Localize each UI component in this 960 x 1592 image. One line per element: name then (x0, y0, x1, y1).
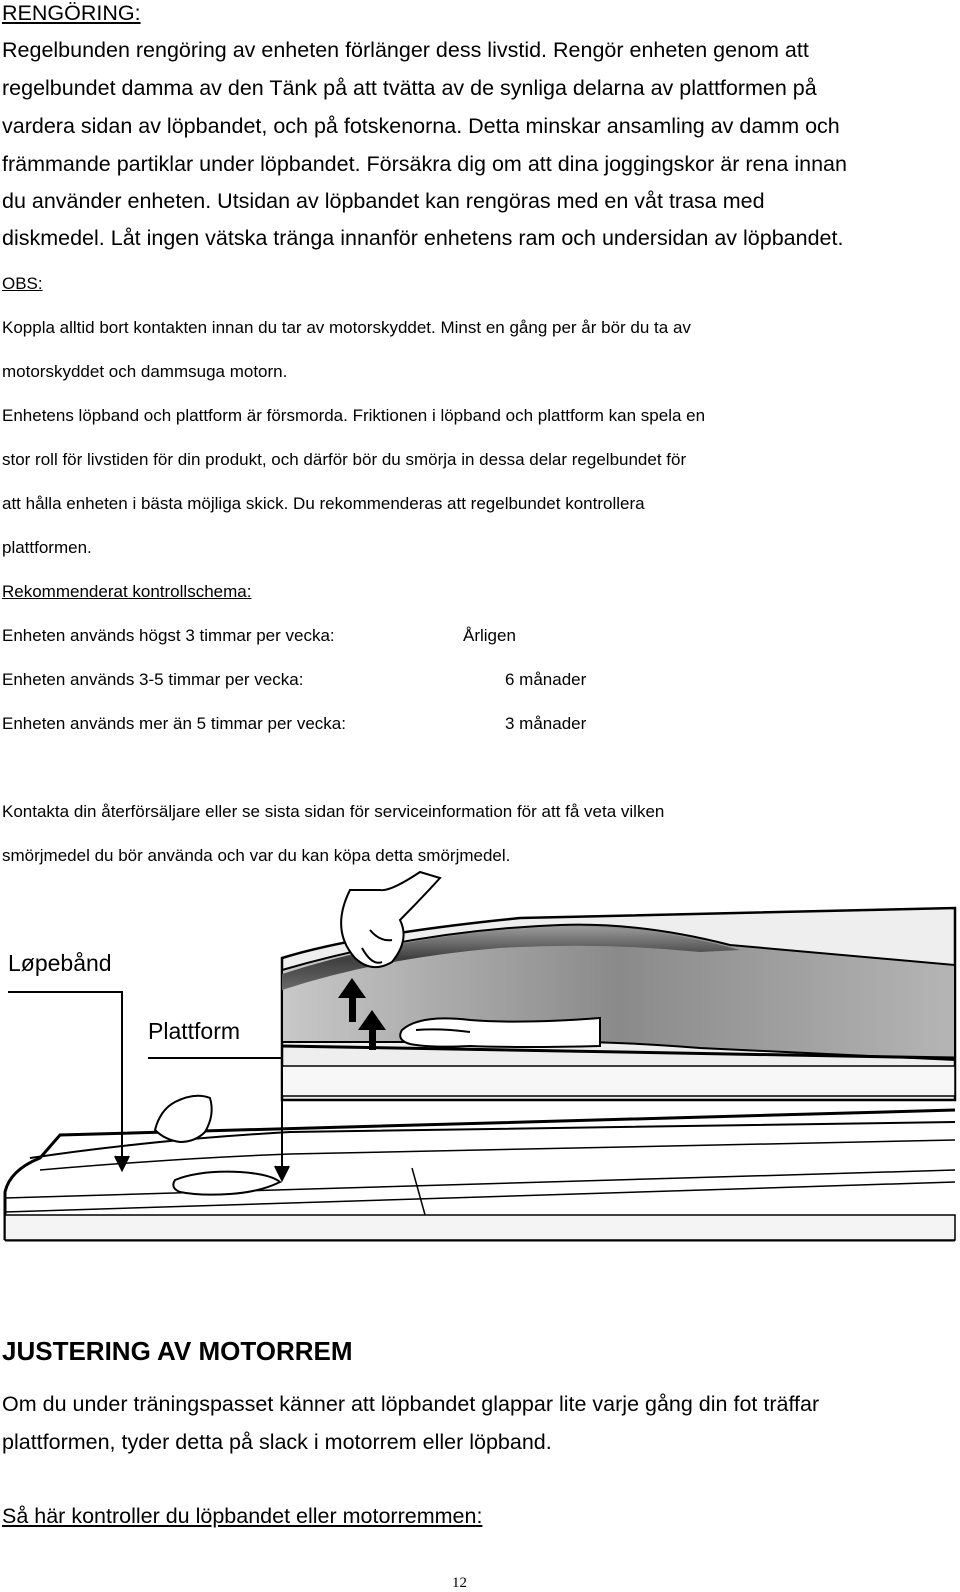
paragraph-line: främmande partiklar under löpbandet. Försäkra dig om att dina joggingskor är rena innan (2, 152, 847, 176)
belt-label: Løpebånd (8, 950, 112, 976)
obs-line: plattformen. (2, 538, 92, 557)
paragraph-line: vardera sidan av löpbandet, och på fotskenorna. Detta minskar ansamling av damm och (2, 114, 840, 138)
contact-line: Kontakta din återförsäljare eller se sista sidan för serviceinformation för att få veta vilken (2, 802, 665, 821)
schedule-title: Rekommenderat kontrollschema: (2, 582, 252, 601)
platform-label: Plattform (148, 1018, 241, 1044)
obs-line: Enhetens löpband och plattform är försmorda. Friktionen i löpband och plattform kan spela en (2, 406, 706, 425)
obs-line: Koppla alltid bort kontakten innan du tar av motorskyddet. Minst en gång per år bör du ta av (2, 318, 691, 337)
section-heading-motorrem: JUSTERING AV MOTORREM (2, 1336, 353, 1366)
treadmill-illustration (0, 870, 960, 1250)
motorrem-line: Om du under träningspasset känner att löpbandet glappar lite varje gång din fot träffar (2, 1392, 820, 1416)
schedule-interval: 6 månader (505, 670, 587, 689)
belt-label-pointer (8, 992, 129, 1170)
hand-lower-icon (155, 1096, 280, 1195)
contact-line: smörjmedel du bör använda och var du kan köpa detta smörjmedel. (2, 846, 511, 865)
paragraph-line: diskmedel. Låt ingen vätska tränga innanför enhetens ram och undersidan av löpbandet. (2, 226, 844, 250)
treadmill-frame (5, 1110, 955, 1240)
section-heading-rengoring: RENGÖRING: (2, 1, 141, 25)
motorrem-line: plattformen, tyder detta på slack i motorrem eller löpband. (2, 1430, 552, 1454)
schedule-condition: Enheten används mer än 5 timmar per vecka: (2, 714, 346, 733)
hand-on-platform-icon (400, 1018, 600, 1047)
schedule-interval: Årligen (463, 626, 516, 645)
motorrem-subheading: Så här kontroller du löpbandet eller motorremmen: (2, 1504, 483, 1528)
paragraph-line: du använder enheten. Utsidan av löpbandet kan rengöras med en våt trasa med (2, 189, 765, 213)
paragraph-line: regelbundet damma av den Tänk på att tvätta av de synliga delarna av plattformen på (2, 76, 817, 100)
page-number: 12 (452, 1575, 467, 1591)
schedule-condition: Enheten används 3-5 timmar per vecka: (2, 670, 304, 689)
obs-line: stor roll för livstiden för din produkt, och därför bör du smörja in dessa delar regelbundet för (2, 450, 687, 469)
obs-line: att hålla enheten i bästa möjliga skick. Du rekommenderas att regelbundet kontrollera (2, 494, 645, 513)
paragraph-line: Regelbunden rengöring av enheten förlänger dess livstid. Rengör enheten genom att (2, 38, 809, 62)
schedule-interval: 3 månader (505, 714, 587, 733)
obs-label: OBS: (2, 274, 43, 293)
schedule-condition: Enheten används högst 3 timmar per vecka: (2, 626, 335, 645)
obs-line: motorskyddet och dammsuga motorn. (2, 362, 288, 381)
